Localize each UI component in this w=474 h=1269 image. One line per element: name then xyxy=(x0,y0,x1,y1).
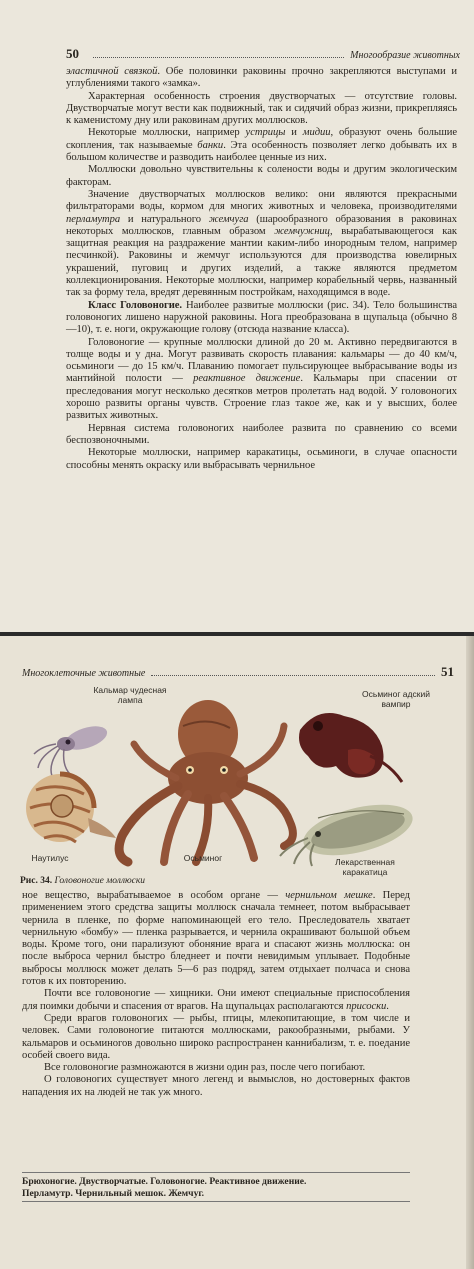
header-dots xyxy=(151,675,435,676)
term-italic: жемчуга xyxy=(208,213,249,225)
text-run: Значение двустворчатых моллюсков велико: они являются прекрасными фильтраторами воды, кормом для многих животных и человека, производителями xyxy=(66,188,457,213)
paragraph xyxy=(66,337,457,423)
paragraph xyxy=(66,164,457,189)
term-italic: мидии xyxy=(302,127,331,139)
textbook-page-50 xyxy=(0,0,474,632)
text-run: Наиболее развитые моллюски (рис. 34). Тело большинства головоногих лишено наружной раковины. Нога преобразована в щупальца (обычно 8—10), т. е. ноги, окружающие голову (отсюда название класса). xyxy=(66,299,457,336)
text-run: (шарообразного образования в раковинах некоторых моллюсков, главным образом xyxy=(66,213,457,237)
text-run: . Обе половинки раковины прочно закрепляются выступами и углублениями такого «замка». xyxy=(66,66,457,90)
term-italic: эластичной связкой xyxy=(66,66,158,77)
text-run: Головоногие — крупные моллюски длиной до 20 м. Активно передвигаются в толще воды и у дна. Могут развивать скорость плавания: кальмары — до 40 км/ч, осьминоги — до 15 км/ч. Плаванию помогает пульсирующее выбрасывание воды из мантийной полости — xyxy=(66,336,457,385)
term-italic: устрицы xyxy=(245,127,286,139)
key-terms-box xyxy=(22,1172,410,1202)
illustration-svg xyxy=(18,686,458,874)
header-dots xyxy=(93,57,344,58)
paragraph xyxy=(66,66,457,91)
term-bold: Класс Головоногие. xyxy=(88,299,183,311)
book-spine-shadow xyxy=(466,636,474,1269)
paragraph xyxy=(66,91,457,128)
text-run: Нервная система головоногих наиболее развита по сравнению со всеми беспозвоночными. xyxy=(66,422,457,446)
term-italic: банки xyxy=(197,139,224,151)
paragraph xyxy=(22,890,410,988)
text-run: Характерная особенность строения двустворчатых — отсутствие головы. Двустворчатые могут вести как подвижный, так и сидячий образ жизни, прикрепляясь к каменистому дну или раковинам других моллюсков. xyxy=(66,90,457,127)
text-run: и натурального xyxy=(120,213,209,225)
octopus-drawing xyxy=(119,700,293,862)
key-terms-line: Перламутр. Чернильный мешок. Жемчуг. xyxy=(22,1187,205,1199)
term-italic: перламутра xyxy=(66,213,121,225)
figure-title: Головоногие моллюски xyxy=(54,876,146,886)
text-run: Среди врагов головоногих — рыбы, птицы, млекопитающие, в том числе и человек. Сами головоногие питаются моллюсками, ракообразными, рыбами. У кальмаров и осьминогов довольно широко распространен каннибализм, т. е. поедание особей своего вида. xyxy=(22,1012,410,1061)
page-number: 51 xyxy=(441,664,454,679)
cephalopods-illustration xyxy=(18,685,458,877)
text-run: . xyxy=(386,1000,389,1012)
text-run: Почти все головоногие — хищники. Они имеют специальные приспособления для поимки добычи и спасения от врагов. На щупальцах располагаются xyxy=(22,988,410,1012)
paragraph xyxy=(66,423,457,448)
text-run: . Кальмары при спасении от преследования могут несколько десятков метров пролетать над водой. У головоногих хорошо развиты органы чувств. Строение глаз такое же, как и у высших, более развитых животных. xyxy=(66,373,457,422)
text-run: Некоторые моллюски, например каракатицы, осьминоги, в случае опасности способны менять окраску или выбрасывать чернильное xyxy=(66,447,457,471)
label-squid: Кальмар чудесная лампа xyxy=(93,685,167,705)
squid-drawing xyxy=(34,722,110,776)
paragraph xyxy=(66,189,457,300)
page-header xyxy=(66,46,460,62)
paragraph xyxy=(22,1062,410,1074)
body-text xyxy=(22,890,410,1099)
text-run: и xyxy=(285,127,303,139)
key-terms-line: Брюхоногие. Двустворчатые. Головоногие. Реактивное движение. xyxy=(22,1176,307,1187)
term-italic: реактивное движение xyxy=(193,373,301,385)
term-italic: чернильном мешке xyxy=(285,890,373,901)
text-run: , вырабатывающегося как защитная реакция на раздражение мантии каким-либо инородным телом, например песчинкой). Раковины и жемчуг используются для производства ювелирных украшений, пуговиц и других изделий, а также являются предметом коллекционирования. Некоторые моллюски, например корабельный червь, названный так за форму тела, вредят деревянным постройкам, находящимся в воде. xyxy=(66,225,457,299)
figure-caption xyxy=(20,876,145,886)
page-number: 50 xyxy=(66,46,79,61)
term-italic: жемчужниц xyxy=(274,225,330,237)
label-vampire-squid: Осьминог адский вампир xyxy=(362,689,430,709)
body-text xyxy=(66,66,457,472)
running-title: Многоклеточные животные xyxy=(22,668,146,679)
vampire-squid-drawing xyxy=(299,713,402,782)
nautilus-drawing xyxy=(26,774,116,842)
label-nautilus: Наутилус xyxy=(31,853,69,863)
paragraph xyxy=(66,447,457,472)
text-run: ное вещество, вырабатываемое в особом органе — xyxy=(22,890,286,901)
text-run: О головоногих существует много легенд и вымыслов, но достоверных фактов нападения их на людей не так уж много. xyxy=(22,1074,410,1098)
cuttlefish-drawing xyxy=(280,795,418,866)
running-title: Многообразие животных xyxy=(350,50,460,61)
text-run: Моллюски довольно чувствительны к солености воды и другим экологическим факторам. xyxy=(66,164,457,188)
page-header xyxy=(22,664,454,680)
text-run: , образуют очень большие скопления, так называемые xyxy=(66,127,457,151)
paragraph xyxy=(66,300,457,337)
label-cuttlefish: Лекарственная каракатица xyxy=(335,857,395,877)
textbook-page-51 xyxy=(0,636,474,1269)
text-run: . Эта особенность позволяет легко добывать их в большом количестве и разводить наиболее ценные из них. xyxy=(66,139,457,164)
paragraph xyxy=(22,1074,410,1099)
text-run: Все головоногие размножаются в жизни один раз, после чего погибают. xyxy=(44,1062,366,1074)
figure-number: Рис. 34. xyxy=(20,876,53,886)
text-run: Некоторые моллюски, например xyxy=(88,127,246,139)
term-italic: присоски xyxy=(346,1000,387,1012)
paragraph xyxy=(66,127,457,164)
paragraph xyxy=(22,1013,410,1062)
label-octopus: Осьминог xyxy=(183,853,223,863)
paragraph xyxy=(22,988,410,1013)
text-run: . Перед применением этого средства защиты моллюск сначала темнеет, потом выбрасывает чернила в пленке, по форме напоминающей его тело. Преследователь хватает чернильную «бомбу» — пленка разрывается, и чернила окрашивают большой объем воды. Кроме того, они парализуют обоняние врага и спасают жизнь моллюска: он после выброса чернил быстро бледнеет и почти невидимым уплывает. Подобные выбросы моллюск может делать 5—6 раз подряд, затем отдыхает полчаса и снова готов к их повторению. xyxy=(22,890,410,988)
